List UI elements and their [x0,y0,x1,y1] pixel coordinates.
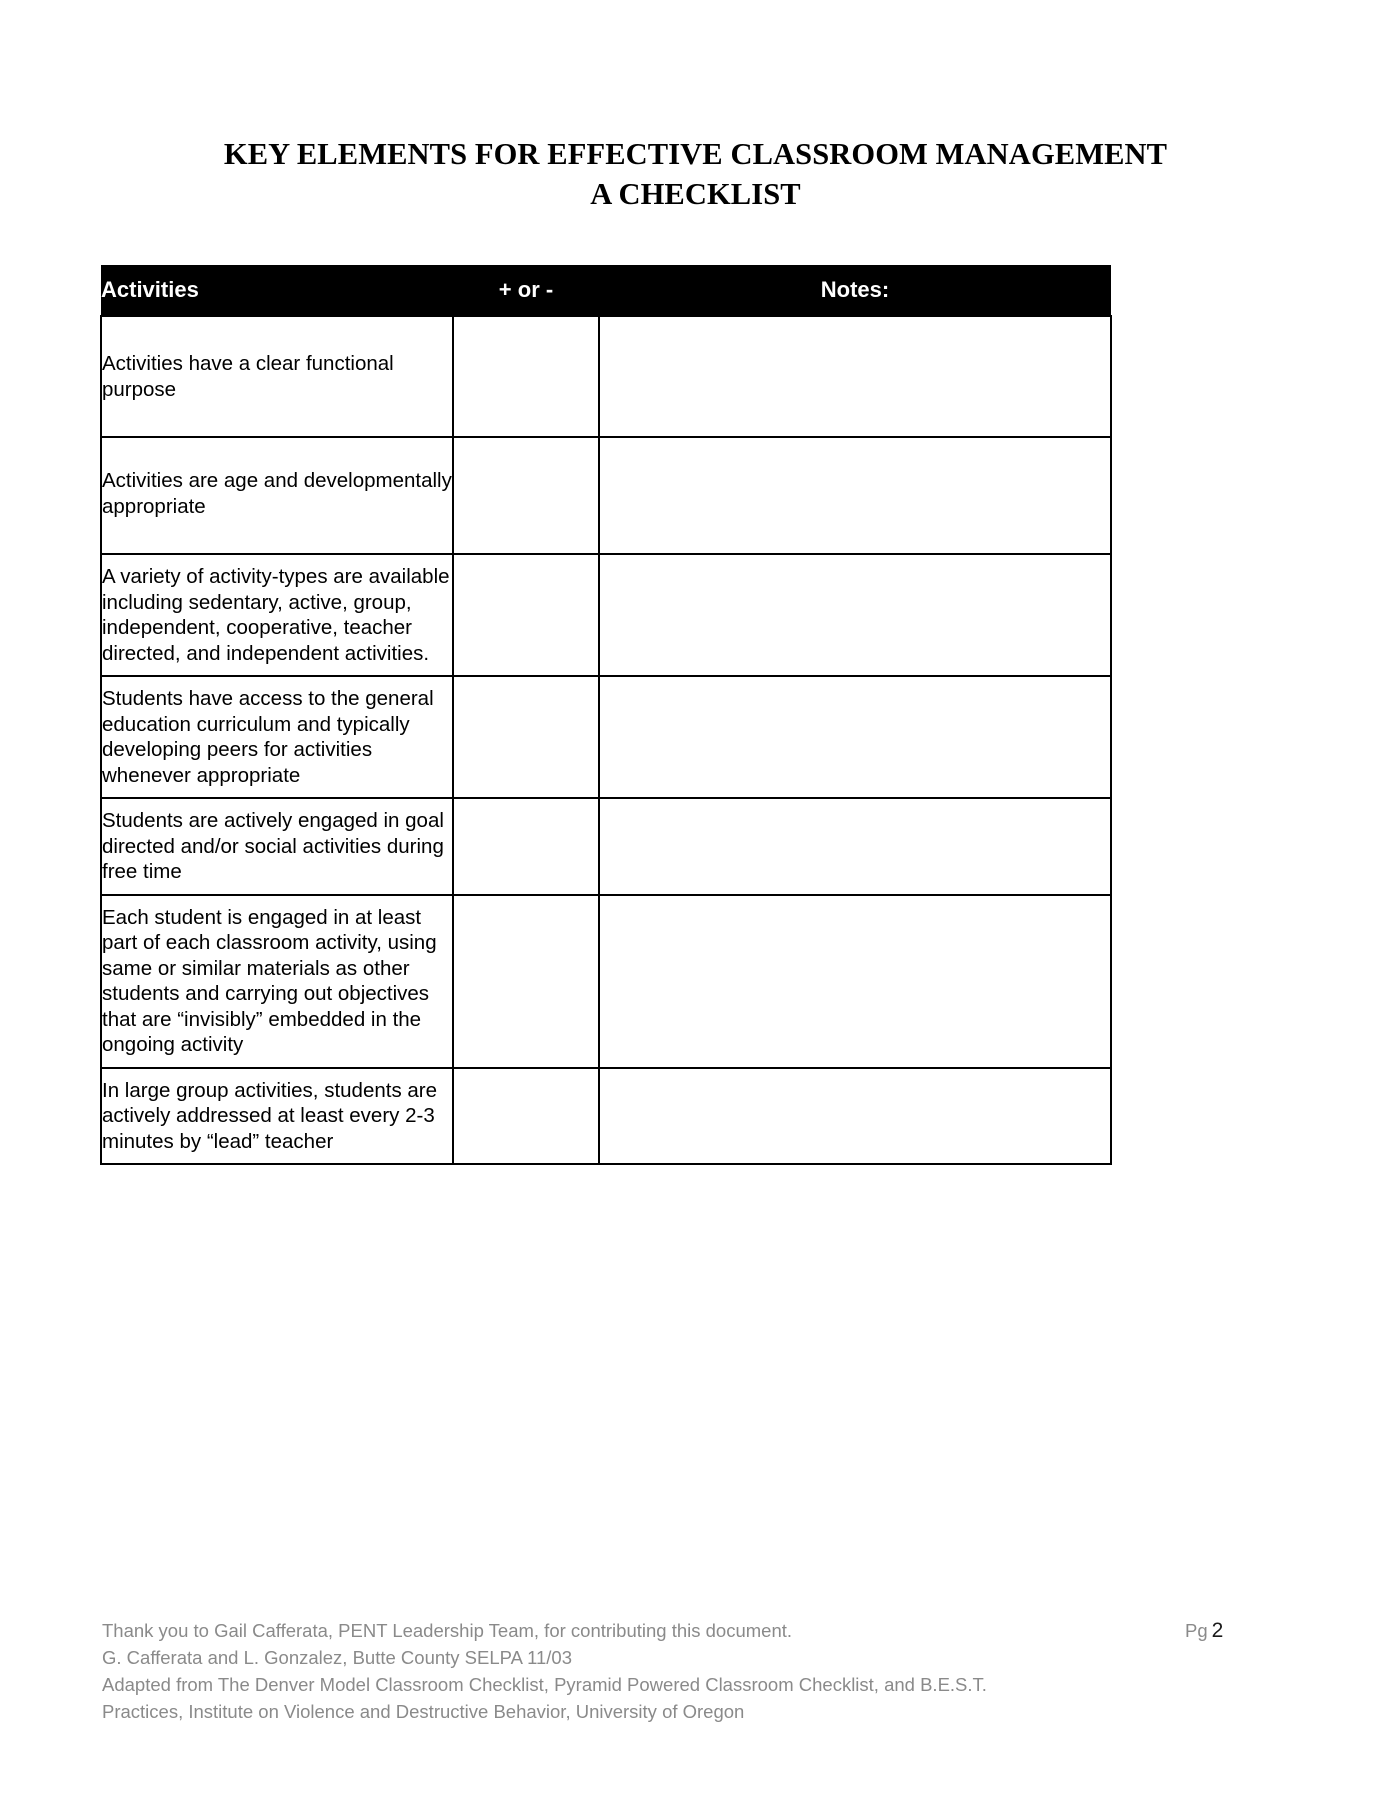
notes-cell[interactable] [599,316,1111,437]
column-header-plus-or-minus: + or - [453,265,599,316]
plus-minus-cell[interactable] [453,316,599,437]
table-row [101,1068,1111,1165]
footer-line-4: Practices, Institute on Violence and Destructive Behavior, University of Oregon [102,1701,745,1722]
activity-text: Each student is engaged in at least part of each classroom activity, using same or similar materials as other students and carrying out objectives that are “invisibly” embedded in the ongoing activity [102,905,437,1056]
table-header [101,265,1111,316]
column-header-notes: Notes: [599,265,1111,316]
activity-cell [101,316,453,437]
plus-minus-cell[interactable] [453,437,599,554]
table-row [101,895,1111,1068]
activity-cell [101,554,453,676]
footer-line-1: Thank you to Gail Cafferata, PENT Leadership Team, for contributing this document. [102,1620,793,1641]
activity-cell [101,676,453,798]
footer-line-3: Adapted from The Denver Model Classroom Checklist, Pyramid Powered Classroom Checklist, and B.E.S.T. [102,1674,987,1695]
page-number: 2 [1211,1619,1224,1642]
document-footer [102,1617,1302,1725]
page-number-block [1185,1617,1223,1644]
title-block [0,134,1391,214]
plus-minus-cell[interactable] [453,895,599,1068]
activity-text: A variety of activity-types are available including sedentary, active, group, independent, cooperative, teacher directed, and independent activities. [102,565,450,665]
activity-text: Activities have a clear functional purpose [102,352,394,401]
page-label: Pg [1185,1620,1208,1641]
table-row [101,798,1111,895]
table-row [101,437,1111,554]
column-header-activities: Activities [101,265,453,316]
notes-cell[interactable] [599,1068,1111,1165]
activity-text: In large group activities, students are actively addressed at least every 2-3 minutes by “lead” teacher [102,1078,438,1153]
table-header-row [101,265,1111,316]
activity-cell [101,798,453,895]
table-body [101,316,1111,1164]
notes-cell[interactable] [599,895,1111,1068]
notes-cell[interactable] [599,798,1111,895]
notes-cell[interactable] [599,676,1111,798]
activity-cell [101,437,453,554]
activity-text: Students are actively engaged in goal directed and/or social activities during free time [102,809,444,883]
table-row [101,676,1111,798]
footer-line-2: G. Cafferata and L. Gonzalez, Butte County SELPA 11/03 [102,1647,572,1668]
page-title: KEY ELEMENTS FOR EFFECTIVE CLASSROOM MANAGEMENT [223,137,1168,171]
plus-minus-cell[interactable] [453,1068,599,1165]
classroom-management-checklist-table [100,265,1112,1165]
activity-cell [101,1068,453,1165]
plus-minus-cell[interactable] [453,676,599,798]
activity-text: Activities are age and developmentally appropriate [102,469,452,518]
plus-minus-cell[interactable] [453,798,599,895]
notes-cell[interactable] [599,437,1111,554]
table-row [101,316,1111,437]
plus-minus-cell[interactable] [453,554,599,676]
activity-text: Students have access to the general education curriculum and typically developing peers for activities whenever appropriate [102,687,434,787]
footer-credit-line [102,1617,1302,1644]
table-row [101,554,1111,676]
notes-cell[interactable] [599,554,1111,676]
activity-cell [101,895,453,1068]
page-subtitle: A CHECKLIST [590,177,801,211]
